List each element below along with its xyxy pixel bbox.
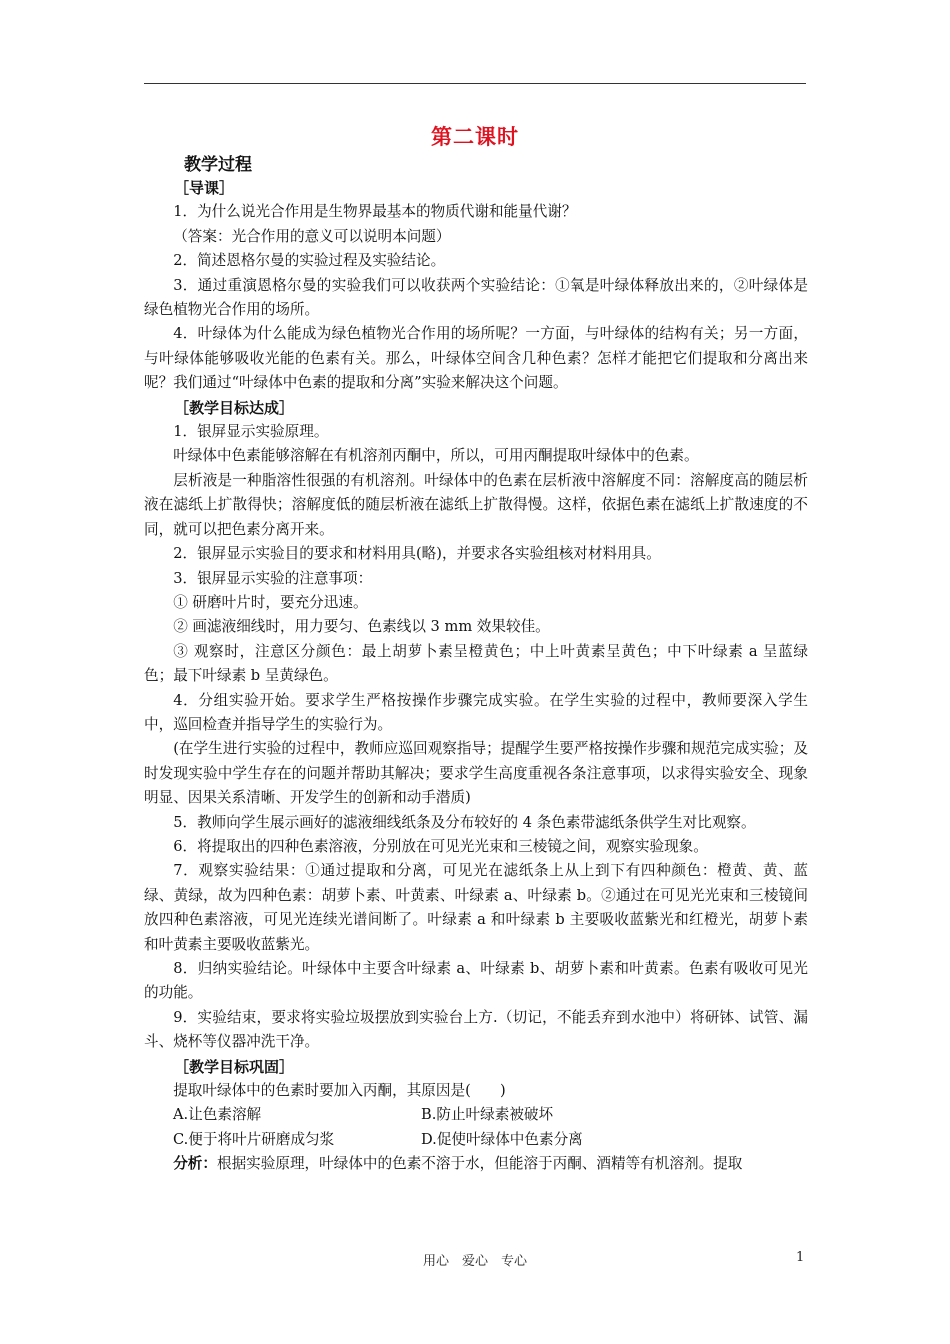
paragraph: 9．实验结束，要求将实验垃圾摆放到实验台上方.（切记，不能丢弃到水池中）将研钵、试管、漏斗、烧杯等仪器冲洗干净。 <box>144 1008 808 1051</box>
page-footer: 用心 爱心 专心 <box>422 1254 527 1269</box>
paragraph: （答案：光合作用的意义可以说明本问题） <box>173 227 451 245</box>
paragraph: ① 研磨叶片时，要充分迅速。 <box>173 593 368 611</box>
paragraph: 叶绿体中色素能够溶解在有机溶剂丙酮中，所以，可用丙酮提取叶绿体中的色素。 <box>173 447 699 465</box>
options-row <box>144 1128 808 1152</box>
paragraph: 2．银屏显示实验目的要求和材料用具(略)，并要求各实验组核对材料用具。 <box>173 545 661 563</box>
option-b: B.防止叶绿素被破坏 <box>421 1106 554 1124</box>
paragraph: 6．将提取出的四种色素溶液，分别放在可见光光束和三棱镜之间，观察实验现象。 <box>173 837 708 855</box>
paragraph: ② 画滤液细线时，用力要匀、色素线以 3 mm 效果较佳。 <box>173 618 550 636</box>
paragraph: 4．分组实验开始。要求学生严格按操作步骤完成实验。在学生实验的过程中，教师要深入学生中，巡回检查并指导学生的实验行为。 <box>144 691 808 733</box>
paragraph: 层析液是一种脂溶性很强的有机溶剂。叶绿体中的色素在层析液中溶解度不同：溶解度高的随层析液在滤纸上扩散得快；溶解度低的随层析液在滤纸上扩散得慢。这样，依据色素在滤纸上扩散速度的不同，就可以把色素分离开来。 <box>144 471 808 538</box>
page-number: 1 <box>796 1250 805 1265</box>
paragraph: ③ 观察时，注意区分颜色：最上胡萝卜素呈橙黄色；中上叶黄素呈黄色；中下叶绿素 a 呈蓝绿色；最下叶绿素 b 呈黄绿色。 <box>144 642 808 685</box>
question: 提取叶绿体中的色素时要加入丙酮，其原因是( ) <box>173 1082 506 1100</box>
section-heading: 教学过程 <box>184 155 252 175</box>
paragraph: 3．银屏显示实验的注意事项： <box>173 569 373 587</box>
paragraph: 1．银屏显示实验原理。 <box>173 423 329 441</box>
option-a: A.让色素溶解 <box>173 1106 262 1124</box>
analysis-text: 根据实验原理，叶绿体中的色素不溶于水，但能溶于丙酮、酒精等有机溶剂。提取 <box>216 1155 743 1173</box>
paragraph: 4．叶绿体为什么能成为绿色植物光合作用的场所呢？一方面，与叶绿体的结构有关；另一方面，与叶绿体能够吸收光能的色素有关。那么，叶绿体空间含几种色素？怎样才能把它们提取和分离出来呢？我们通过“叶绿体中色素的提取和分离”实验来解决这个问题。 <box>144 325 808 392</box>
goal-section-title: ［教学目标达成］ <box>174 398 295 417</box>
paragraph: 7．观察实验结果：①通过提取和分离，可见光在滤纸条上从上到下有四种颜色：橙黄、黄、蓝绿、黄绿，故为四种色素：胡萝卜素、叶黄素、叶绿素 a、叶绿素 b。②通过在可见光光束和三棱镜间放四种色素溶液，可见光连续光谱间断了。叶绿素 a 和叶绿素 b 主要吸收蓝紫光和红橙光，胡萝卜素和叶黄素主要吸收蓝紫光。 <box>144 862 808 953</box>
paragraph: 1．为什么说光合作用是生物界最基本的物质代谢和能量代谢？ <box>173 203 577 221</box>
paragraph: 2．简述恩格尔曼的实验过程及实验结论。 <box>173 252 446 270</box>
paragraph: 3．通过重演恩格尔曼的实验我们可以收获两个实验结论：①氧是叶绿体释放出来的，②叶绿体是绿色植物光合作用的场所。 <box>144 276 808 319</box>
intro-section-title: ［导课］ <box>174 179 235 197</box>
paragraph: (在学生进行实验的过程中，教师应巡回观察指导；提醒学生要严格按操作步骤和规范完成实验；及时发现实验中学生存在的问题并帮助其解决；要求学生高度重视各条注意事项，以求得实验安全、现象明显、因果关系清晰、开发学生的创新和动手潜质) <box>144 740 808 807</box>
options-row <box>144 1103 808 1127</box>
header-rule <box>144 83 806 84</box>
consolidate-section-title: ［教学目标巩固］ <box>174 1057 295 1076</box>
option-d: D.促使叶绿体中色素分离 <box>421 1130 583 1148</box>
paragraph: 5．教师向学生展示画好的滤液细线纸条及分布较好的 4 条色素带滤纸条供学生对比观察。 <box>173 813 756 831</box>
paragraph: 8．归纳实验结论。叶绿体中主要含叶绿素 a、叶绿素 b、胡萝卜素和叶黄素。色素有吸收可见光的功能。 <box>144 960 808 1002</box>
lesson-title: 第二课时 <box>431 125 519 149</box>
document-body <box>144 176 808 1177</box>
analysis-label: 分析： <box>173 1155 217 1173</box>
option-c: C.便于将叶片研磨成匀浆 <box>173 1130 335 1148</box>
analysis <box>144 1152 808 1176</box>
